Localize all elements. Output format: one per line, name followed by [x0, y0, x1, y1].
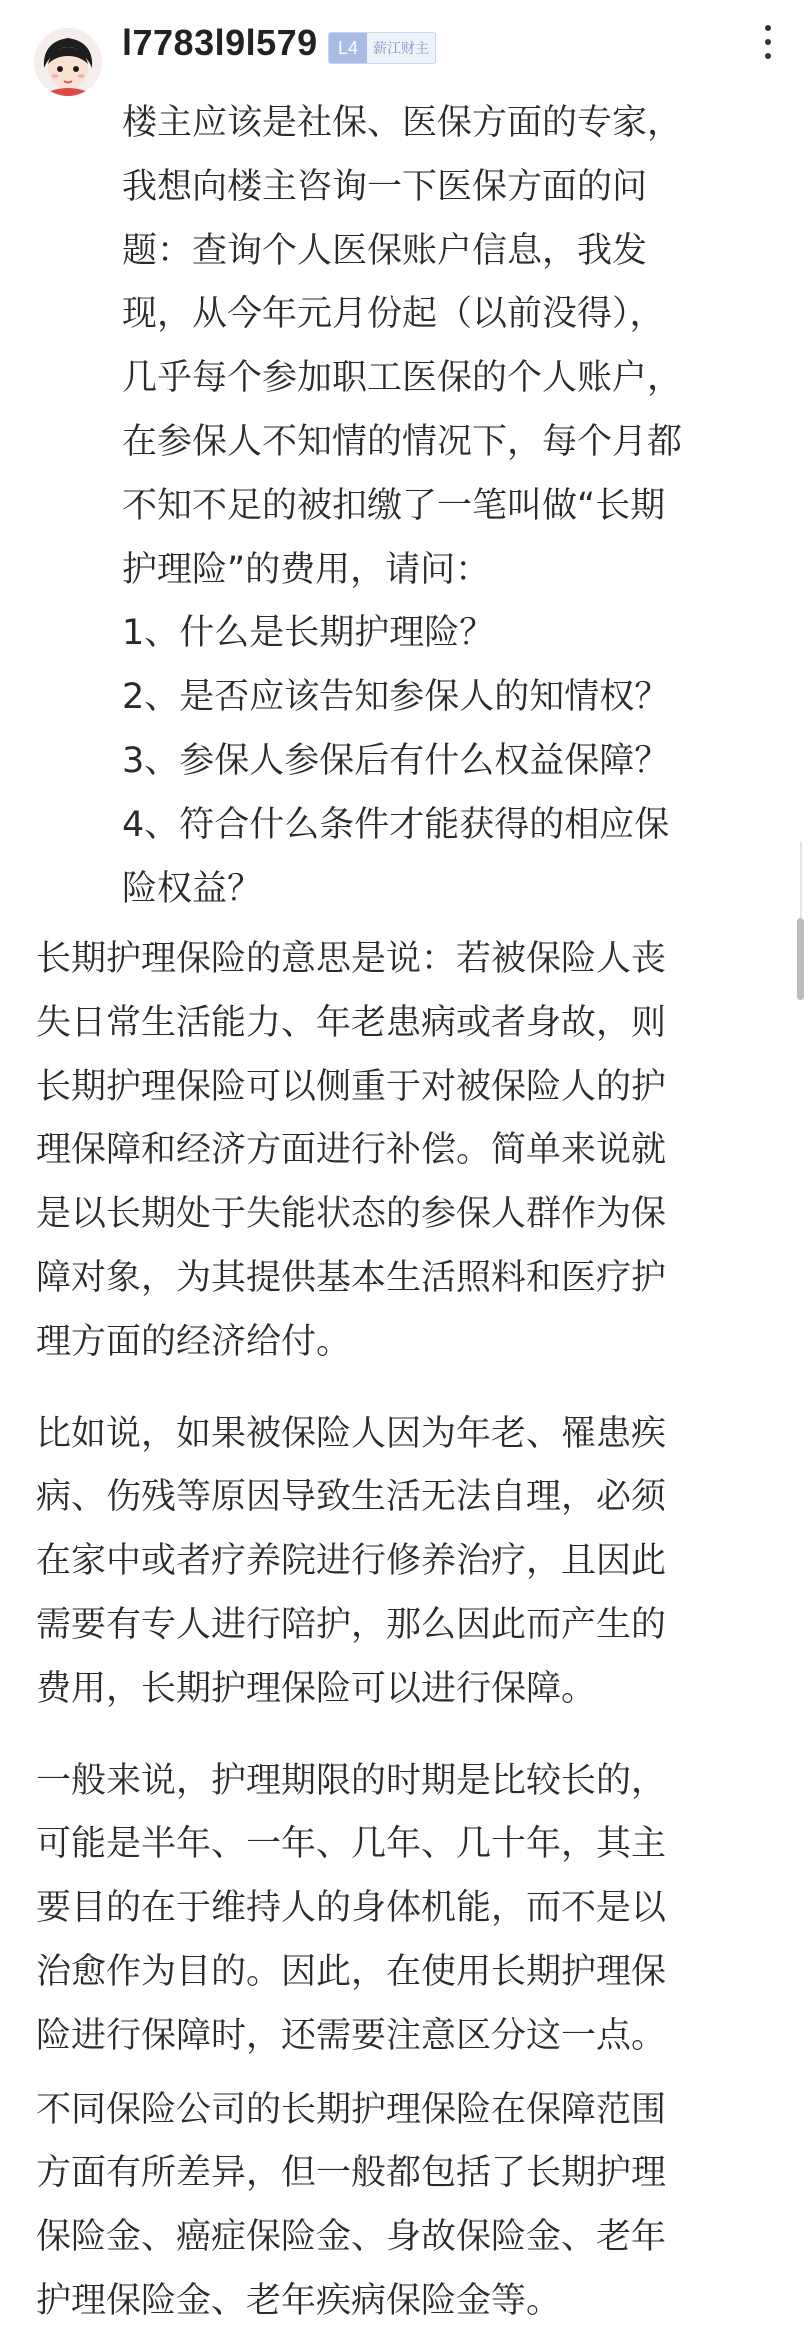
avatar[interactable] [34, 28, 102, 96]
quote-line: 楼主应该是社保、医保方面的专家， [122, 103, 683, 143]
answer-line: 不同保险公司的长期护理保险在保障范围 [36, 2089, 667, 2130]
quote-line: 我想向楼主咨询一下医保方面的问 [122, 166, 648, 207]
answer-line: 需要有专人进行陪护，那么因此而产生的 [36, 1604, 667, 1645]
vertical-dots-icon [765, 25, 771, 31]
answer-line: 可能是半年、一年、几年、几十年，其主 [36, 1824, 667, 1865]
cartoon-girl-avatar-icon [34, 28, 102, 96]
more-options-button[interactable] [756, 22, 780, 62]
scroll-track [800, 842, 802, 918]
answer-line: 理方面的经济给付。 [36, 1321, 352, 1362]
answer-line: 在家中或者疗养院进行修养治疗，且因此 [36, 1541, 667, 1582]
answer-paragraph-3 [36, 1750, 774, 2069]
answer-line: 失日常生活能力、年老患病或者身故，则 [36, 1002, 667, 1043]
answer-line: 是以长期处于失能状态的参保人群作为保 [36, 1194, 667, 1235]
answer-line: 病、伤残等原因导致生活无法自理，必须 [36, 1477, 667, 1518]
quote-line: 现，从今年元月份起（以前没得）， [122, 294, 665, 335]
answer-line: 长期护理保险可以侧重于对被保险人的护 [36, 1066, 667, 1107]
answer-body [36, 928, 774, 2334]
answer-line: 一般来说，护理期限的时期是比较长的， [36, 1760, 667, 1801]
answer-line: 治愈作为目的。因此，在使用长期护理保 [36, 1951, 667, 1992]
quote-line: 不知不足的被扣缴了一笔叫做“长期 [122, 485, 666, 526]
quote-line: 在参保人不知情的情况下，每个月都 [122, 421, 683, 462]
answer-line: 护理保险金、老年疾病保险金等。 [36, 2280, 562, 2321]
post-header [0, 0, 810, 100]
quote-line: 2、是否应该告知参保人的知情权？ [122, 677, 670, 718]
quoted-question [122, 92, 762, 921]
quote-line: 题：查询个人医保账户信息，我发 [122, 230, 648, 271]
answer-line: 方面有所差异，但一般都包括了长期护理 [36, 2153, 667, 2194]
title-badge: 薪江财主 [367, 33, 435, 63]
answer-paragraph-4 [36, 2079, 774, 2334]
answer-line: 要目的在于维持人的身体机能，而不是以 [36, 1888, 667, 1929]
answer-line: 险进行保障时，还需要注意区分这一点。 [36, 2015, 667, 2056]
username[interactable]: l7783l9l579 [122, 22, 318, 63]
level-badge: L4 [329, 33, 367, 63]
user-badges[interactable] [328, 32, 436, 64]
quote-line: 4、符合什么条件才能获得的相应保 [122, 804, 670, 845]
answer-line: 理保障和经济方面进行补偿。简单来说就 [36, 1130, 667, 1171]
quote-line: 险权益？ [122, 868, 263, 909]
quote-line: 护理险”的费用，请问： [122, 549, 491, 590]
scrollbar-thumb[interactable] [797, 918, 804, 1000]
answer-line: 费用，长期护理保险可以进行保障。 [36, 1668, 597, 1709]
quote-line: 3、参保人参保后有什么权益保障？ [122, 740, 670, 781]
answer-paragraph-2 [36, 1403, 774, 1722]
quote-line: 1、什么是长期护理险？ [122, 613, 495, 654]
dot [765, 53, 771, 59]
answer-line: 保险金、癌症保险金、身故保险金、老年 [36, 2217, 667, 2258]
answer-line: 障对象，为其提供基本生活照料和医疗护 [36, 1257, 667, 1298]
dot [765, 39, 771, 45]
quote-line: 几乎每个参加职工医保的个人账户， [122, 358, 683, 399]
answer-line: 比如说，如果被保险人因为年老、罹患疾 [36, 1413, 667, 1454]
answer-line: 长期护理保险的意思是说：若被保险人丧 [36, 939, 667, 979]
answer-paragraph-1 [36, 928, 774, 1375]
